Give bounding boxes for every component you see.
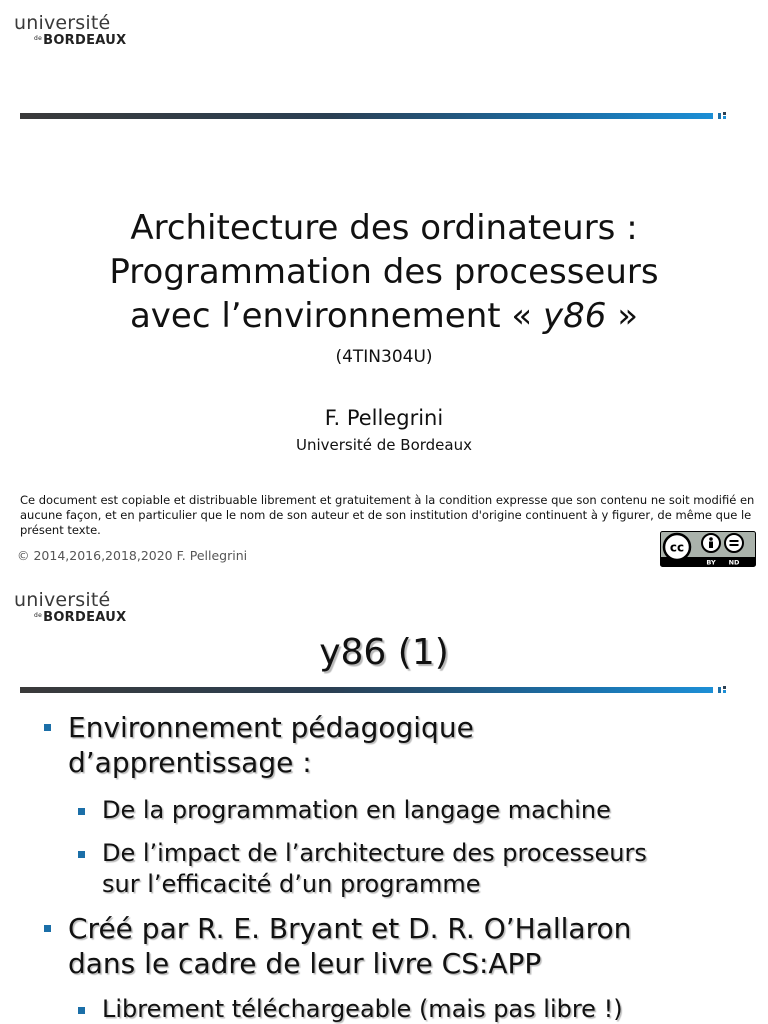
bullet-line: dans le cadre de leur livre CS:APP	[68, 947, 542, 980]
logo-text-universite: université	[14, 12, 111, 34]
sub-bullet-marker-icon	[78, 808, 85, 815]
bullet-item	[68, 911, 758, 981]
cc-by-nd-icon	[660, 531, 756, 567]
cc-text: cc	[669, 540, 685, 555]
content-slide	[0, 580, 768, 1024]
logo-text-de: de	[34, 612, 43, 619]
title-line-3-suffix: »	[606, 296, 639, 336]
author-name: F. Pellegrini	[324, 406, 444, 430]
bullet-marker-icon	[44, 925, 51, 932]
logo-text-bordeaux	[34, 611, 126, 624]
license-notice: Ce document est copiable et distribuable librement et gratuitement à la condition expresse que son contenu ne soit modifié en aucune façon, et en particulier que le nom de son auteur et de son institution d'origine continuent à y figurer, de même que le présent texte.	[20, 493, 755, 537]
title-line-1: Architecture des ordinateurs :	[130, 208, 638, 248]
title-line-3-italic: y86	[543, 296, 607, 336]
rule-end-mark-icon	[718, 686, 728, 694]
cc-nd-label: ND	[728, 558, 740, 567]
copyright-line: © 2014,2016,2018,2020 F. Pellegrini	[17, 548, 248, 563]
title-line-3-prefix: avec l’environnement «	[129, 296, 544, 336]
presentation-title	[0, 206, 768, 338]
title-line-3	[0, 294, 768, 338]
slide-title: y86 (1)	[319, 632, 449, 673]
bullet-line: Créé par R. E. Bryant et D. R. O’Hallaron	[68, 912, 632, 945]
logo-text-universite: université	[14, 589, 111, 611]
sub-bullet-item	[102, 838, 762, 900]
bullet-item	[68, 710, 758, 780]
sub-bullet-item	[102, 994, 762, 1024]
header-rule	[20, 113, 713, 119]
logo-text-bordeaux-word: BORDEAUX	[43, 33, 127, 48]
sub-bullet-marker-icon	[78, 851, 85, 858]
rule-end-mark-icon	[718, 112, 728, 120]
logo-text-bordeaux	[34, 34, 126, 47]
university-logo	[14, 591, 126, 624]
bullet-marker-icon	[44, 724, 51, 731]
bullet-line: Librement téléchargeable (mais pas libre !)	[102, 995, 623, 1023]
author-affiliation: Université de Bordeaux	[295, 436, 472, 454]
bullet-line: d’apprentissage :	[68, 746, 312, 779]
sub-bullet-marker-icon	[78, 1007, 85, 1014]
title-line-2: Programmation des processeurs	[109, 252, 659, 292]
bullet-line: Environnement pédagogique	[68, 711, 474, 744]
course-code: (4TIN304U)	[335, 347, 433, 367]
bullet-line: De la programmation en langage machine	[102, 796, 611, 824]
header-rule	[20, 687, 713, 693]
logo-text-bordeaux-word: BORDEAUX	[43, 610, 127, 625]
logo-text-de: de	[34, 35, 43, 42]
university-logo	[14, 14, 126, 47]
cc-by-label: BY	[706, 558, 716, 567]
bullet-line: sur l’efficacité d’un programme	[102, 870, 481, 898]
bullet-line: De l’impact de l’architecture des processeurs	[102, 839, 647, 867]
sub-bullet-item	[102, 795, 762, 826]
